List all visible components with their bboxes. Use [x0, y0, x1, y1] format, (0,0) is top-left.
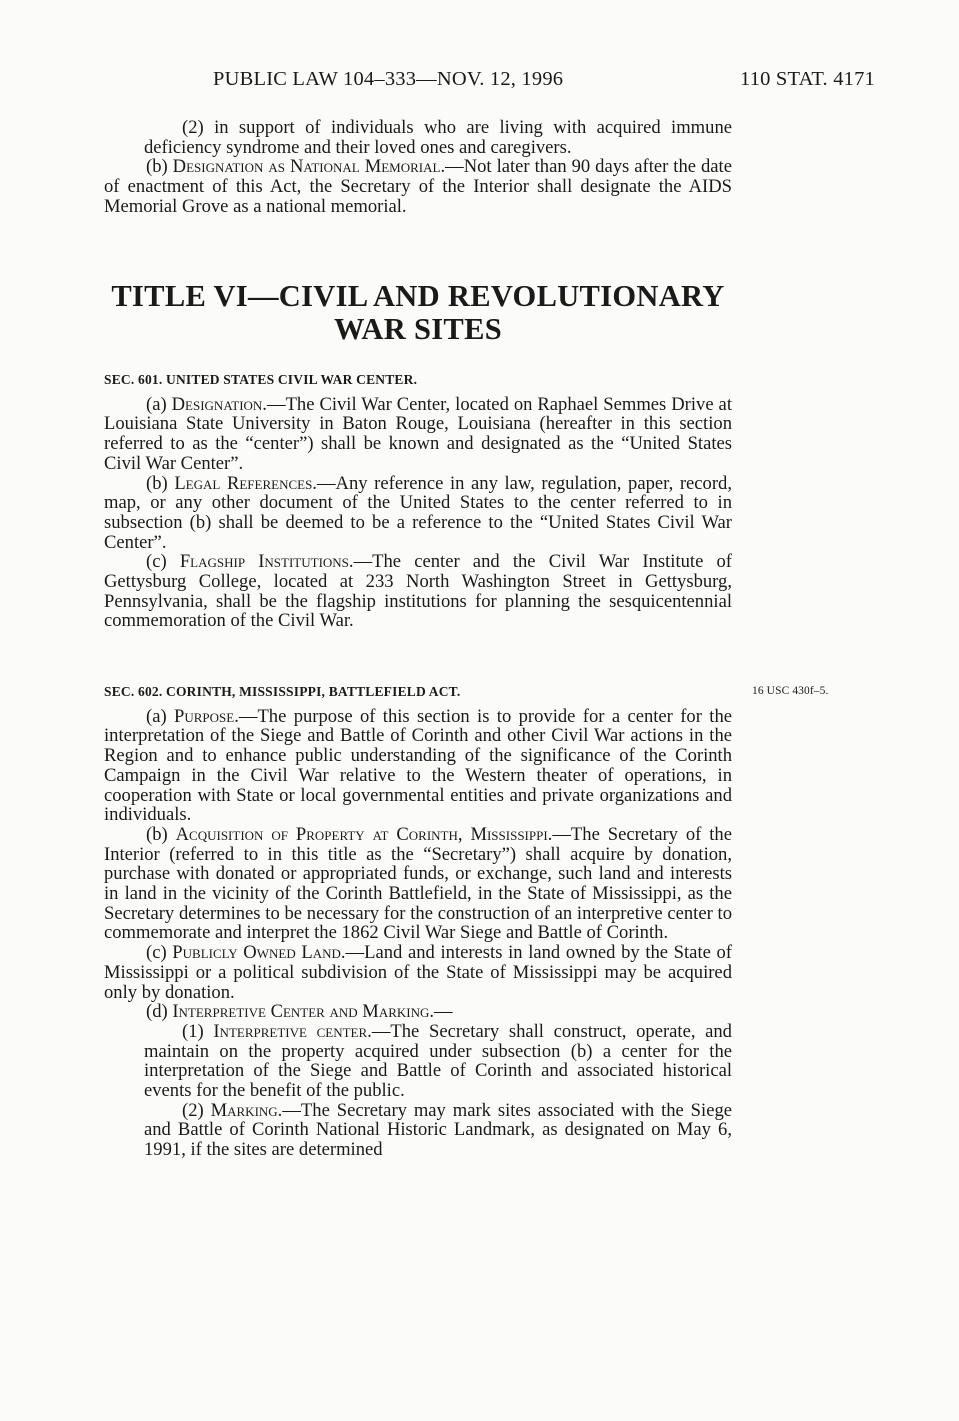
section-602-heading: SEC. 602. CORINTH, MISSISSIPPI, BATTLEFIELD ACT. [104, 684, 461, 699]
header-page-number: 110 STAT. 4171 [740, 68, 875, 90]
paragraph-601-b: (b) Legal References.—Any reference in any law, regulation, paper, record, map, or any other document of the United States to the center referred to in subsection (b) shall be deemed to be a reference to the “United States Civil War Center”. [104, 472, 732, 553]
paragraph-601-c: (c) Flagship Institutions.—The center and the Civil War Institute of Gettysburg College, located at 233 North Washington Street in Gettysburg, Pennsylvania, shall be the flagship institutions for planning the sesquicentennial commemoration of the Civil War. [104, 551, 733, 632]
title-heading: TITLE VI—CIVIL AND REVOLUTIONARY WAR SITES [111, 279, 725, 346]
section-601-heading: SEC. 601. UNITED STATES CIVIL WAR CENTER. [104, 372, 418, 387]
paragraph-602-c: (c) Publicly Owned Land.—Land and interests in land owned by the State of Mississippi or a political subdivision of the State of Mississippi may be acquired only by donation. [104, 942, 732, 1003]
paragraph-602-a: (a) Purpose.—The purpose of this section is to provide for a center for the interpretation of the Siege and Battle of Corinth and other Civil War actions in the Region and to enhance public understanding of the significance of the Corinth Campaign in the Civil War relative to the Western theater of operations, in cooperation with State or local governmental entities and private organizations and individuals. [104, 705, 732, 826]
margin-citation: 16 USC 430f–5. [752, 685, 829, 697]
subsection-caption: Interpretive Center and Marking. [172, 1001, 435, 1023]
subsection-caption: Publicly Owned Land. [172, 942, 346, 964]
top-section [104, 118, 732, 217]
subsection-caption: Designation. [171, 393, 267, 415]
paragraph-601-a: (a) Designation.—The Civil War Center, located on Raphael Semmes Drive at Louisiana State University in Baton Rouge, Louisiana (hereafter in this section referred to as the “center”) shall be known and designated as the “United States Civil War Center”. [104, 393, 732, 474]
paragraph-item-2: (2) in support of individuals who are living with acquired immune deficiency syndrome and their loved ones and caregivers. [144, 117, 732, 158]
subsection-caption: Acquisition of Property at Corinth, Mississippi. [175, 823, 553, 845]
subsection-caption: Flagship Institutions. [179, 551, 354, 573]
paragraph-602-d-2: (2) Marking.—The Secretary may mark sites associated with the Siege and Battle of Corinth National Historic Landmark, as designated on May 6, 1991, if the sites are determined [144, 1099, 732, 1161]
paragraph-602-d: (d) Interpretive Center and Marking.— [146, 1001, 453, 1023]
subsection-caption: Interpretive center. [213, 1020, 372, 1042]
subsection-caption: Purpose. [174, 705, 239, 727]
subsection-caption: Designation as National Memorial. [172, 156, 446, 178]
section-602 [104, 682, 732, 1160]
running-header [213, 68, 875, 92]
header-citation: PUBLIC LAW 104–333—NOV. 12, 1996 [213, 68, 564, 90]
paragraph-602-b: (b) Acquisition of Property at Corinth, Mississippi.—The Secretary of the Interior (referred to in this title as the “Secretary”) shall acquire by donation, purchase with donated or appropriated funds, or exchange, such land and interests in land in the vicinity of the Corinth Battlefield, in the State of Mississippi, as the Secretary determines to be necessary for the construction of an interpretive center to commemorate and interpret the 1862 Civil War Siege and Battle of Corinth. [104, 823, 732, 944]
subsection-caption: Legal References. [174, 472, 317, 494]
subsection-caption: Marking. [210, 1099, 283, 1121]
paragraph-602-d-1: (1) Interpretive center.—The Secretary shall construct, operate, and maintain on the property acquired under subsection (b) a center for the interpretation of the Siege and Battle of Corinth and associated historical events for the benefit of the public. [144, 1020, 732, 1102]
paragraph-b-national-memorial: (b) Designation as National Memorial.—Not later than 90 days after the date of enactment of this Act, the Secretary of the Interior shall designate the AIDS Memorial Grove as a national memorial. [104, 156, 732, 217]
section-601 [104, 370, 732, 631]
